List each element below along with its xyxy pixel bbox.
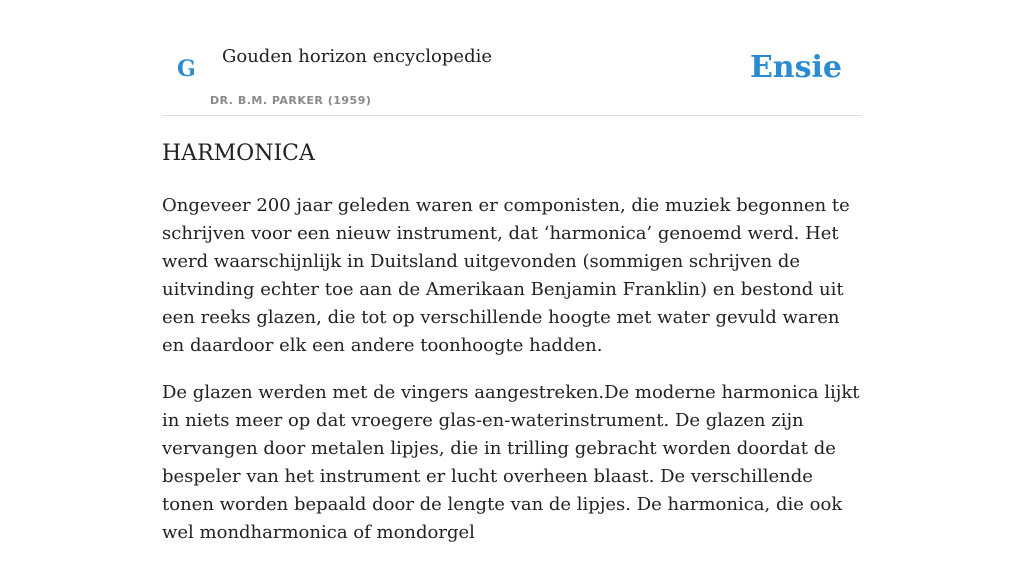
entry-body	[162, 192, 862, 566]
paragraph: Ongeveer 200 jaar geleden waren er componisten, die muziek begonnen te schrijven voor een nieuw instrument, dat ‘harmonica’ genoemd werd. Het werd waarschijnlijk in Duitsland uitgevonden (sommigen schrijven de uitvinding echter toe aan de Amerikaan Benjamin Franklin) en bestond uit een reeks glazen, die tot op verschillende hoogte met water gevuld waren en daardoor elk een andere toonhoogte hadden.	[162, 195, 850, 356]
paragraph: De glazen werden met de vingers aangestreken.De moderne harmonica lijkt in niets meer op dat vroegere glas-en-waterinstrument. De glazen zijn vervangen door metalen lipjes, die in trilling gebracht worden doordat de bespeler van het instrument er lucht overheen blaast. De verschillende tonen worden bepaald door de lengte van de lipjes. De harmonica, die ook wel mondharmonica of mondorgel	[162, 382, 860, 543]
ensie-logo[interactable]: Ensie	[749, 50, 842, 85]
book-logo[interactable]: G	[177, 56, 196, 82]
page-container	[162, 0, 862, 543]
book-title[interactable]: Gouden horizon encyclopedie	[222, 46, 492, 67]
entry-title: HARMONICA	[162, 141, 315, 166]
book-author: DR. B.M. PARKER (1959)	[210, 94, 372, 107]
book-header	[162, 0, 862, 116]
